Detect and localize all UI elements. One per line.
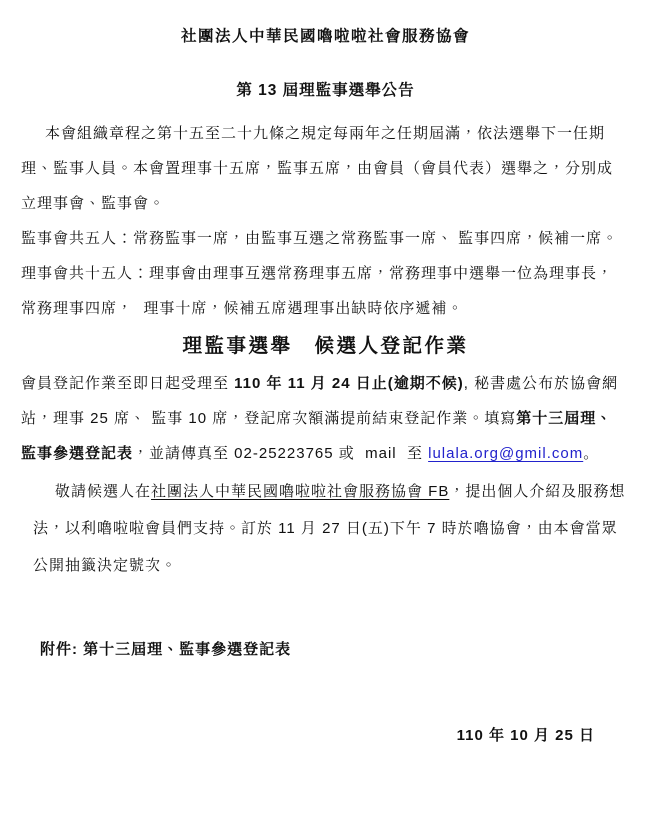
- issue-date-text: 110 年 10 月 25 日: [456, 727, 595, 744]
- text-segment: 監事會共五人：常務監事一席，由監事互選之常務監事一席、 監事四席，候補一席。: [21, 230, 619, 247]
- paragraph-line: [0, 366, 651, 401]
- paragraph-line: [0, 256, 651, 291]
- paragraph-line: [0, 291, 651, 326]
- text-segment: 站，理事 25 席、 監事 10 席，登記席次額滿提前結束登記作業。填寫: [21, 410, 517, 427]
- text-segment: 立理事會、監事會。: [21, 195, 166, 212]
- paragraph-line: [0, 186, 651, 221]
- paragraph-line: [0, 436, 651, 471]
- doc-date: [0, 725, 651, 747]
- text-segment: ，提出個人介紹及服務想: [449, 483, 626, 500]
- text-segment: ，並請傳真至 02-25223765 或 mail 至: [133, 445, 429, 462]
- fb-page-ref: 社團法人中華民國嚕啦啦社會服務協會 FB: [151, 483, 450, 500]
- paragraph-line: [0, 221, 651, 256]
- doc-title: 社團法人中華民國嚕啦啦社會服務協會: [180, 28, 470, 45]
- text-segment: 本會組織章程之第十五至二十九條之規定每兩年之任期屆滿，依法選舉下一任期: [45, 125, 606, 142]
- paragraph-line: [0, 401, 651, 436]
- paragraph-line: [0, 510, 651, 547]
- deadline-text: 110 年 11 月 24 日止(逾期不候): [234, 375, 464, 392]
- doc-body: [0, 116, 651, 747]
- text-segment: 法，以利嚕啦啦會員們支持。訂於 11 月 27 日(五)下午 7 時於嚕協會，由本會當眾: [33, 520, 618, 537]
- text-segment: , 秘書處公布於協會網: [463, 375, 619, 392]
- paragraph-line: [0, 116, 651, 151]
- text-segment: 公開抽籤決定號次。: [33, 557, 178, 574]
- attachment-text: 附件: 第十三屆理、監事參選登記表: [40, 641, 292, 658]
- doc-subtitle: 第 13 屆理監事選舉公告: [236, 82, 415, 99]
- form-name-text: 監事參選登記表: [21, 445, 134, 462]
- email-link[interactable]: lulala.org@gmil.com: [428, 445, 584, 462]
- attachment-line: [0, 639, 651, 661]
- section-heading-text: 理監事選舉 候選人登記作業: [182, 335, 469, 357]
- paragraph-line: [0, 547, 651, 584]
- text-segment: 理事會共十五人：理事會由理事互選常務理事五席，常務理事中選舉一位為理事長，: [21, 265, 614, 282]
- text-segment: 理、監事人員。本會置理事十五席，監事五席，由會員（會員代表）選舉之，分別成: [21, 160, 614, 177]
- paragraph-line: [0, 151, 651, 186]
- paragraph-line: [0, 473, 651, 510]
- text-segment: 第十三屆理、: [516, 410, 613, 427]
- section-heading: [0, 326, 651, 366]
- text-segment: 。: [583, 445, 600, 462]
- text-segment: 會員登記作業至即日起受理至: [21, 375, 235, 392]
- text-segment: 常務理事四席， 理事十席，候補五席遇理事出缺時依序遞補。: [21, 300, 464, 317]
- text-segment: 敬請候選人在: [55, 483, 152, 500]
